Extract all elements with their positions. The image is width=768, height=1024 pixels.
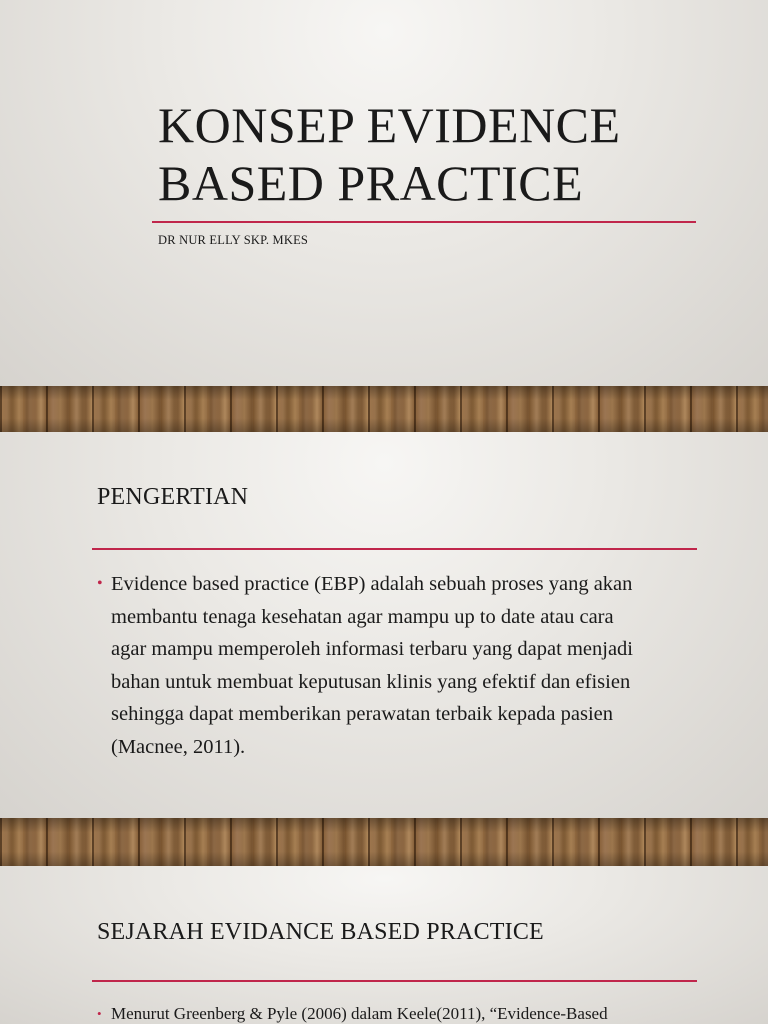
bullet-line: agar mampu memperoleh informasi terbaru yang dapat menjadi [111,638,633,660]
bullet-list [97,1002,697,1024]
bullet-line: sehingga dapat memberikan perawatan terbaik kepada pasien [111,703,614,725]
bullet-text: Menurut Greenberg & Pyle (2006) dalam Keele(2011), “Evidence-Based [111,1004,608,1023]
heading-divider [92,548,697,550]
list-item [97,568,697,763]
slide-heading: PENGERTIAN [97,484,249,510]
list-item [97,1002,697,1024]
title-line-2: BASED PRACTICE [158,155,584,211]
bullet-list [97,568,697,763]
slide-pengertian [0,432,768,818]
bullet-line: (Macnee, 2011). [111,735,246,758]
presentation-title [158,96,718,212]
bullet-icon: • [97,1006,102,1021]
title-line-1: KONSEP EVIDENCE [158,97,621,153]
title-divider [152,221,696,223]
bullet-line: bahan untuk membuat keputusan klinis yang efektif dan efisien [111,670,631,693]
presentation-author: DR NUR ELLY SKP. MKES [158,233,309,247]
slide-title [0,0,768,386]
heading-divider [92,980,697,982]
bullet-icon: • [97,575,103,592]
slide-heading: SEJARAH EVIDANCE BASED PRACTICE [97,919,544,945]
wood-floor-strip [0,818,768,866]
slide-sejarah [0,866,768,1024]
wood-floor-strip [0,386,768,432]
bullet-line: membantu tenaga kesehatan agar mampu up to date atau cara [111,605,614,628]
bullet-line: Evidence based practice (EBP) adalah sebuah proses yang akan [111,573,633,595]
